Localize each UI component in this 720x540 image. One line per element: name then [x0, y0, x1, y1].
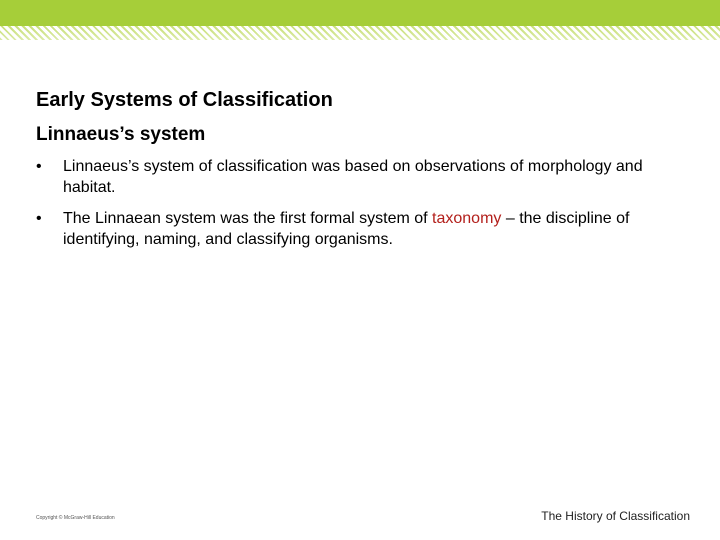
copyright-notice: Copyright © McGraw-Hill Education — [36, 515, 115, 521]
highlighted-term: taxonomy — [432, 210, 502, 227]
bullet-item — [36, 208, 676, 250]
header-bar — [0, 0, 720, 26]
bullet-list — [36, 156, 676, 260]
slide-subtitle: Linnaeus’s system — [36, 124, 206, 145]
bullet-text-start: The Linnaean system was the first formal system of — [63, 210, 433, 227]
bullet-marker: • — [36, 210, 42, 227]
footer-chapter-title: The History of Classification — [541, 509, 690, 523]
slide-title: Early Systems of Classification — [36, 89, 333, 111]
bullet-text: Linnaeus’s system of classification was based on observations of morphology and habitat. — [63, 158, 643, 196]
bullet-marker: • — [36, 158, 42, 175]
header-stripe-pattern — [0, 26, 720, 40]
bullet-item — [36, 156, 676, 198]
bullet-text-end: – the discipline of identifying, naming, and classifying organisms. — [63, 210, 630, 248]
